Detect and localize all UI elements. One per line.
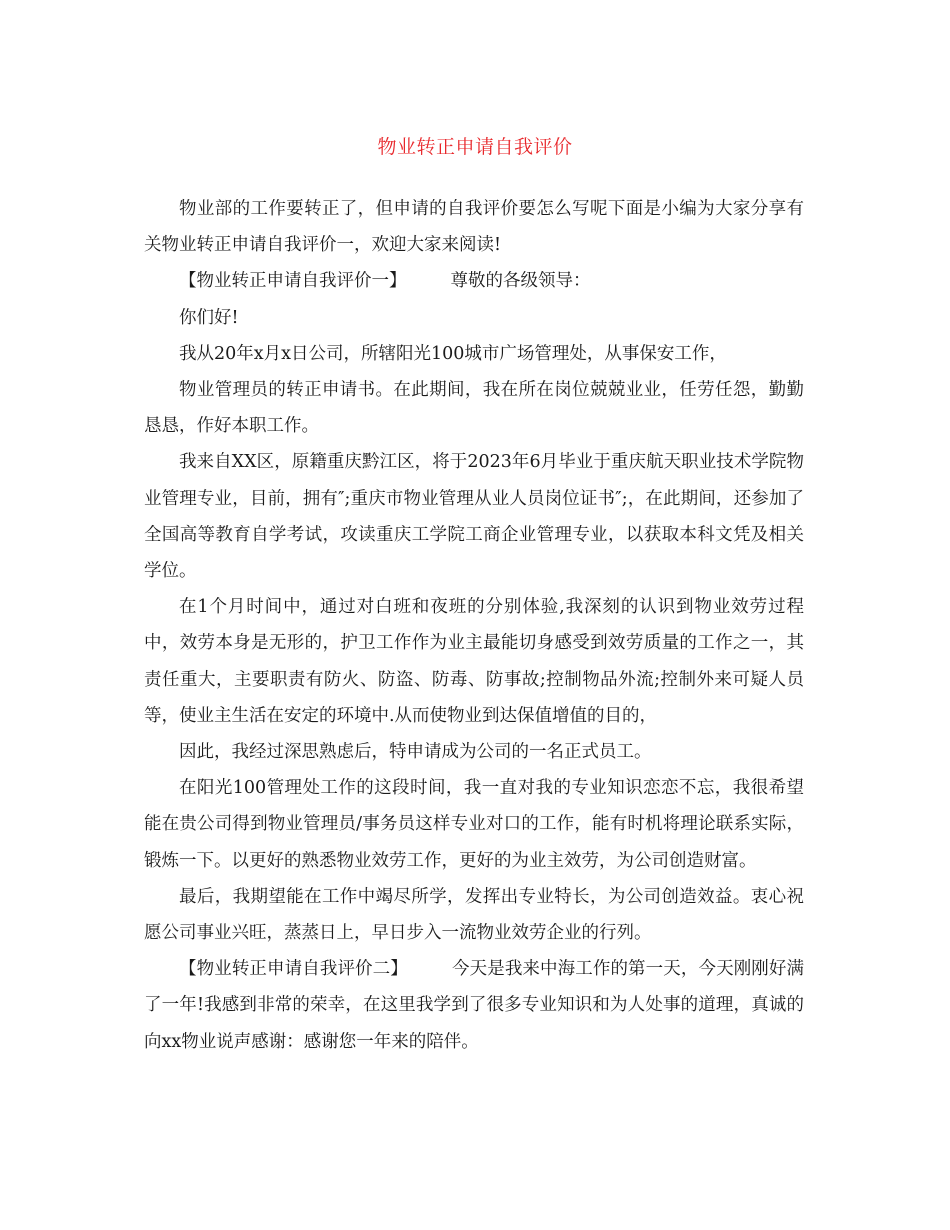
document-title: 物业转正申请自我评价 <box>377 136 573 158</box>
paragraph-anniversary: 今天是我来中海工作的第一天，今天刚刚好满了一年!我感到非常的荣幸，在这里我学到了很多专业知识和为人处事的道理，真诚的向xx物业说声感谢：感谢您一年来的陪伴。 <box>144 959 805 1052</box>
document-body <box>144 191 804 1060</box>
paragraph-experience: 在1个月时间中，通过对白班和夜班的分别体验,我深刻的认识到物业效劳过程中，效劳本身是无形的，护卫工作作为业主最能切身感受到效劳质量的工作之一，其责任重大，主要职责有防火、防盗、防毒、防事故;控制物品外流;控制外来可疑人员等，使业主生活在安定的环境中.从而使物业到达保值增值的目的， <box>144 597 804 726</box>
paragraph-heading-one <box>144 263 804 299</box>
paragraph-heading-two <box>144 951 804 1060</box>
paragraph-aspiration: 在阳光100管理处工作的这段时间，我一直对我的专业知识恋恋不忘，我很希望能在贵公司得到物业管理员/事务员这样专业对口的工作，能有时机将理论联系实际，锻炼一下。以更好的熟悉物业效劳工作，更好的为业主效劳，为公司创造财富。 <box>144 778 804 871</box>
section-heading-two: 【物业转正申请自我评价二】 <box>179 959 408 980</box>
paragraph-closing: 最后，我期望能在工作中竭尽所学，发挥出专业特长，为公司创造效益。衷心祝愿公司事业兴旺，蒸蒸日上，早日步入一流物业效劳企业的行列。 <box>144 886 804 944</box>
paragraph-intro: 物业部的工作要转正了，但申请的自我评价要怎么写呢下面是小编为大家分享有关物业转正申请自我评价一，欢迎大家来阅读! <box>144 199 804 256</box>
salutation: 尊敬的各级领导： <box>450 271 591 292</box>
paragraph-background: 我来自XX区，原籍重庆黔江区，将于2023年6月毕业于重庆航天职业技术学院物业管理专业，目前，拥有″;重庆市物业管理从业人员岗位证书″;，在此期间，还参加了全国高等教育自学考试，攻读重庆工学院工商企业管理专业，以获取本科文凭及相关学位。 <box>144 452 804 582</box>
section-heading-one: 【物业转正申请自我评价一】 <box>179 271 407 292</box>
paragraph-greeting: 你们好! <box>179 307 239 328</box>
paragraph-application: 因此，我经过深思熟虑后，特申请成为公司的一名正式员工。 <box>179 742 652 763</box>
paragraph-duties: 物业管理员的转正申请书。在此期间，我在所在岗位兢兢业业，任劳任怨，勤勤恳恳，作好本职工作。 <box>144 380 804 437</box>
paragraph-start-date: 我从20年x月x日公司，所辖阳光100城市广场管理处，从事保安工作， <box>179 343 727 364</box>
